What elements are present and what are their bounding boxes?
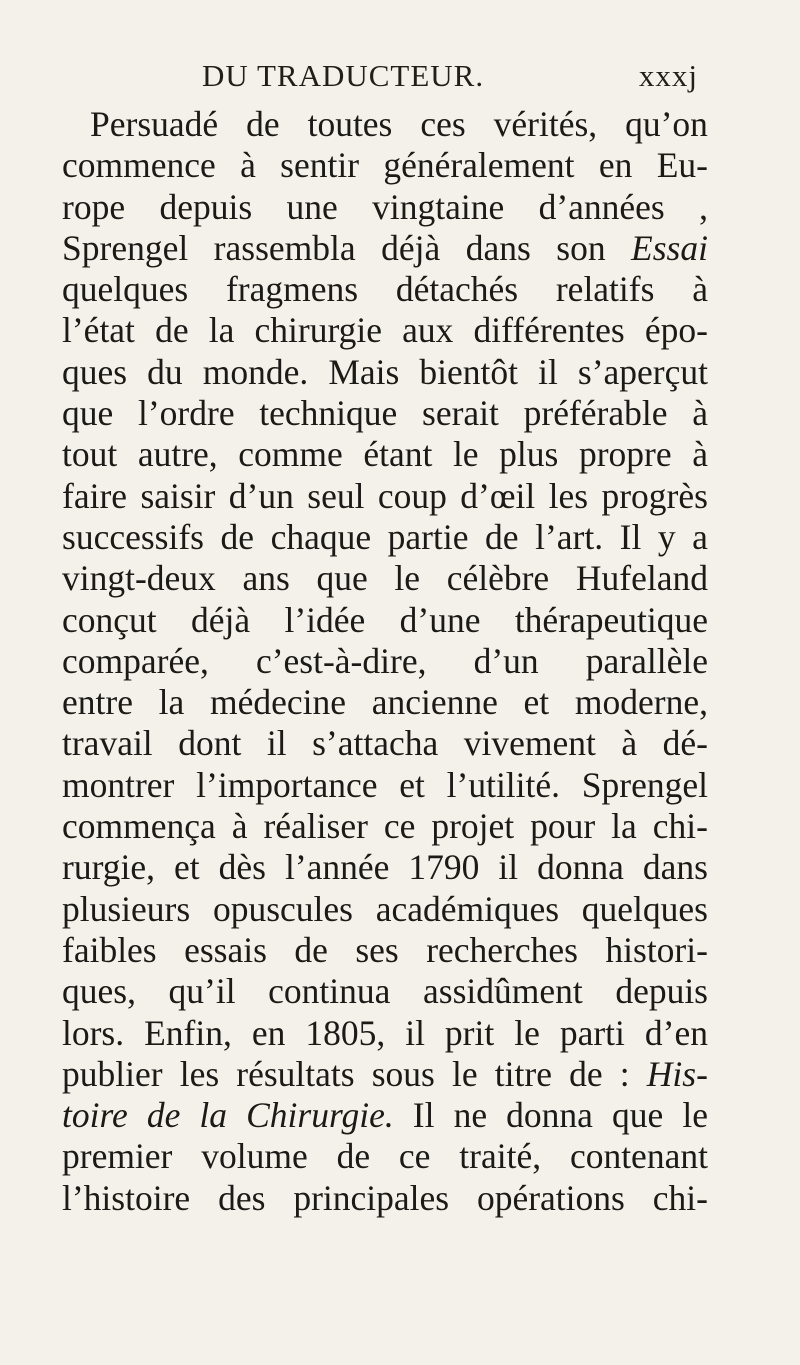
text-line — [62, 187, 708, 228]
word: traité, — [459, 1136, 542, 1177]
word: d’en — [644, 1012, 708, 1053]
word: académiques — [375, 888, 560, 929]
text-line — [62, 1178, 708, 1219]
word: Il — [619, 516, 642, 557]
word: détachés — [395, 269, 519, 310]
body-text — [62, 104, 708, 1219]
word: quelques — [62, 269, 189, 310]
word: parallèle — [585, 640, 708, 681]
word: qu’il — [168, 971, 236, 1012]
text-line — [62, 847, 708, 888]
text-line — [62, 765, 708, 806]
word: de — [220, 516, 255, 557]
word: l’art. — [535, 516, 604, 557]
text-line — [62, 558, 708, 599]
word: l’utilité. — [446, 764, 561, 805]
word: s’attacha — [312, 723, 439, 764]
text-line — [62, 723, 708, 764]
word: successifs — [62, 516, 204, 557]
word: seul — [307, 475, 365, 516]
word: des — [218, 1177, 266, 1218]
text-line — [62, 971, 708, 1012]
word: ans — [242, 558, 290, 599]
word: saisir — [140, 475, 216, 516]
word: déjà — [190, 599, 251, 640]
word: prit — [444, 1012, 495, 1053]
word: qu’on — [625, 104, 708, 144]
word: montrer — [62, 764, 175, 805]
text-line — [62, 1136, 708, 1177]
word: de — [569, 1053, 603, 1094]
word: rope — [62, 186, 126, 227]
word: chi- — [652, 806, 708, 847]
text-line — [62, 806, 708, 847]
word: contenant — [569, 1136, 708, 1177]
word: son — [556, 227, 606, 268]
text-line — [62, 1095, 708, 1136]
word: vivement — [463, 723, 596, 764]
word: aux — [402, 310, 454, 351]
word: propre — [578, 434, 672, 475]
word: chirurgie — [254, 310, 382, 351]
text-line — [62, 145, 708, 186]
word: différentes — [473, 310, 625, 351]
word: moderne, — [574, 682, 708, 723]
word: a — [692, 516, 708, 557]
word: c’est-à-dire, — [255, 640, 427, 681]
word: médecine — [209, 682, 346, 723]
word: : — [619, 1053, 630, 1094]
word: depuis — [615, 971, 708, 1012]
word: et — [174, 847, 200, 888]
word: d’un — [228, 475, 294, 516]
word: d’années — [538, 186, 665, 227]
word: conçut — [62, 599, 157, 640]
running-title: DU TRADUCTEUR. — [202, 58, 485, 93]
word: Mais — [328, 351, 400, 392]
word: en — [598, 145, 633, 186]
word: pour — [530, 806, 596, 847]
word: le — [394, 558, 421, 599]
word: célèbre — [446, 558, 550, 599]
word: progrès — [601, 475, 708, 516]
text-line — [62, 641, 708, 682]
word: histori- — [605, 929, 708, 970]
word: ancienne — [371, 682, 498, 723]
word: principales — [293, 1177, 450, 1218]
word: généralement — [383, 145, 575, 186]
word: de — [155, 310, 189, 351]
text-line — [62, 1013, 708, 1054]
word: volume — [201, 1136, 308, 1177]
word: de — [246, 104, 280, 144]
word: Enfin, — [144, 1012, 232, 1053]
italic-word: Essai — [631, 227, 708, 268]
word: monde. — [202, 351, 309, 392]
word: serait — [422, 393, 499, 434]
word: quelques — [581, 888, 708, 929]
word: Hufeland — [575, 558, 708, 599]
text-line — [62, 393, 708, 434]
word: donna — [537, 847, 624, 888]
word: fragmens — [225, 269, 359, 310]
word: comme — [238, 434, 343, 475]
word: la — [208, 310, 235, 351]
word: comparée, — [62, 640, 209, 681]
text-line — [62, 352, 708, 393]
word: à — [692, 269, 708, 310]
word: sous — [371, 1053, 435, 1094]
word: rassembla — [213, 227, 356, 268]
text-line — [62, 104, 708, 145]
text-line — [62, 930, 708, 971]
word: résultats — [236, 1053, 355, 1094]
word: opuscules — [212, 888, 353, 929]
word: les — [179, 1053, 220, 1094]
word: en — [251, 1012, 286, 1053]
text-line — [62, 228, 708, 269]
word: une — [286, 186, 338, 227]
word: toutes — [307, 104, 393, 144]
word: thérapeutique — [514, 599, 708, 640]
word: parti — [559, 1012, 625, 1053]
text-line — [62, 682, 708, 723]
word: que — [62, 393, 114, 434]
word: chaque — [270, 516, 372, 557]
word: opérations — [476, 1177, 625, 1218]
word: de — [294, 929, 328, 970]
word: du — [147, 351, 183, 392]
word: d’œil — [460, 475, 536, 516]
word: préférable — [523, 393, 668, 434]
page-number: xxxj — [638, 58, 698, 93]
word: la — [158, 682, 185, 723]
word: le — [514, 1012, 540, 1053]
word: étant — [363, 434, 433, 475]
word: Persuadé — [90, 104, 219, 144]
word: commence — [62, 145, 216, 186]
word: y — [657, 516, 676, 557]
running-head — [150, 58, 698, 98]
word: titre — [494, 1053, 552, 1094]
text-line — [62, 600, 708, 641]
word: le — [452, 434, 479, 475]
italic-word: Chirurgie. — [246, 1095, 394, 1136]
word: rurgie, — [62, 847, 155, 888]
word: vérités, — [493, 104, 598, 144]
word: autre, — [137, 434, 218, 475]
word: réaliser — [263, 806, 368, 847]
word: partie — [387, 516, 469, 557]
italic-word: His- — [646, 1053, 708, 1094]
word: , — [699, 186, 708, 227]
word: 1805, — [305, 1012, 386, 1053]
word: il — [266, 723, 287, 764]
word: relatifs — [555, 269, 655, 310]
word: assidûment — [423, 971, 583, 1012]
word: sentir — [280, 145, 360, 186]
word: bientôt — [419, 351, 518, 392]
word: l’ordre — [137, 393, 235, 434]
word: l’importance — [196, 764, 378, 805]
word: technique — [259, 393, 398, 434]
word: et — [399, 764, 425, 805]
word: continua — [268, 971, 391, 1012]
word: vingt-deux — [62, 558, 216, 599]
word: ce — [398, 1136, 431, 1177]
word: ce — [383, 806, 416, 847]
word: les — [548, 475, 589, 516]
word: il — [498, 847, 519, 888]
word: déjà — [381, 227, 441, 268]
word: dans — [642, 847, 708, 888]
word: publier — [62, 1053, 163, 1094]
text-line — [62, 889, 708, 930]
word: ques, — [62, 971, 136, 1012]
text-line — [62, 310, 708, 351]
word: l’état — [62, 310, 135, 351]
word: depuis — [159, 186, 253, 227]
word: que — [316, 558, 368, 599]
word: travail — [62, 723, 153, 764]
word: à — [692, 434, 708, 475]
word: faire — [62, 475, 128, 516]
word: d’un — [473, 640, 539, 681]
word: épo- — [644, 310, 708, 351]
word: entre — [62, 682, 133, 723]
word: chi- — [652, 1177, 708, 1218]
word: premier — [62, 1136, 173, 1177]
word: vingtaine — [372, 186, 505, 227]
word: l’année — [284, 847, 390, 888]
word: à — [621, 723, 638, 764]
word: Sprengel — [581, 764, 708, 805]
word: dont — [178, 723, 242, 764]
text-line — [62, 434, 708, 475]
word: Eu- — [656, 145, 708, 186]
word: donna — [506, 1095, 593, 1136]
word: de — [485, 516, 519, 557]
word: projet — [431, 806, 515, 847]
word: plusieurs — [62, 888, 191, 929]
word: dé- — [662, 723, 708, 764]
italic-word: toire — [62, 1095, 128, 1136]
word: à — [692, 393, 708, 434]
word: d’une — [399, 599, 481, 640]
word: Il — [412, 1095, 435, 1136]
word: à — [231, 806, 248, 847]
word: Sprengel — [62, 227, 189, 268]
word: commença — [62, 806, 216, 847]
word: tout — [62, 434, 118, 475]
text-line — [62, 476, 708, 517]
word: ques — [62, 351, 128, 392]
word: plus — [499, 434, 559, 475]
italic-word: de — [146, 1095, 181, 1136]
word: coup — [377, 475, 447, 516]
word: ne — [453, 1095, 488, 1136]
text-line — [62, 517, 708, 558]
text-line — [62, 1054, 708, 1095]
word: ses — [355, 929, 399, 970]
word: il — [538, 351, 558, 392]
word: l’idée — [284, 599, 366, 640]
word: la — [611, 806, 637, 847]
word: il — [405, 1012, 425, 1053]
word: faibles — [62, 929, 157, 970]
word: dès — [218, 847, 266, 888]
word: que — [612, 1095, 664, 1136]
word: de — [336, 1136, 371, 1177]
word: recherches — [426, 929, 578, 970]
word: l’histoire — [62, 1177, 191, 1218]
italic-word: la — [199, 1095, 228, 1136]
word: et — [523, 682, 550, 723]
word: le — [682, 1095, 708, 1136]
word: 1790 — [408, 847, 480, 888]
word: essais — [184, 929, 267, 970]
word: lors. — [62, 1012, 125, 1053]
word: à — [240, 145, 256, 186]
word: dans — [465, 227, 531, 268]
word: s’aperçut — [577, 351, 708, 392]
word: le — [452, 1053, 478, 1094]
word: ces — [420, 104, 466, 144]
text-line — [62, 269, 708, 310]
